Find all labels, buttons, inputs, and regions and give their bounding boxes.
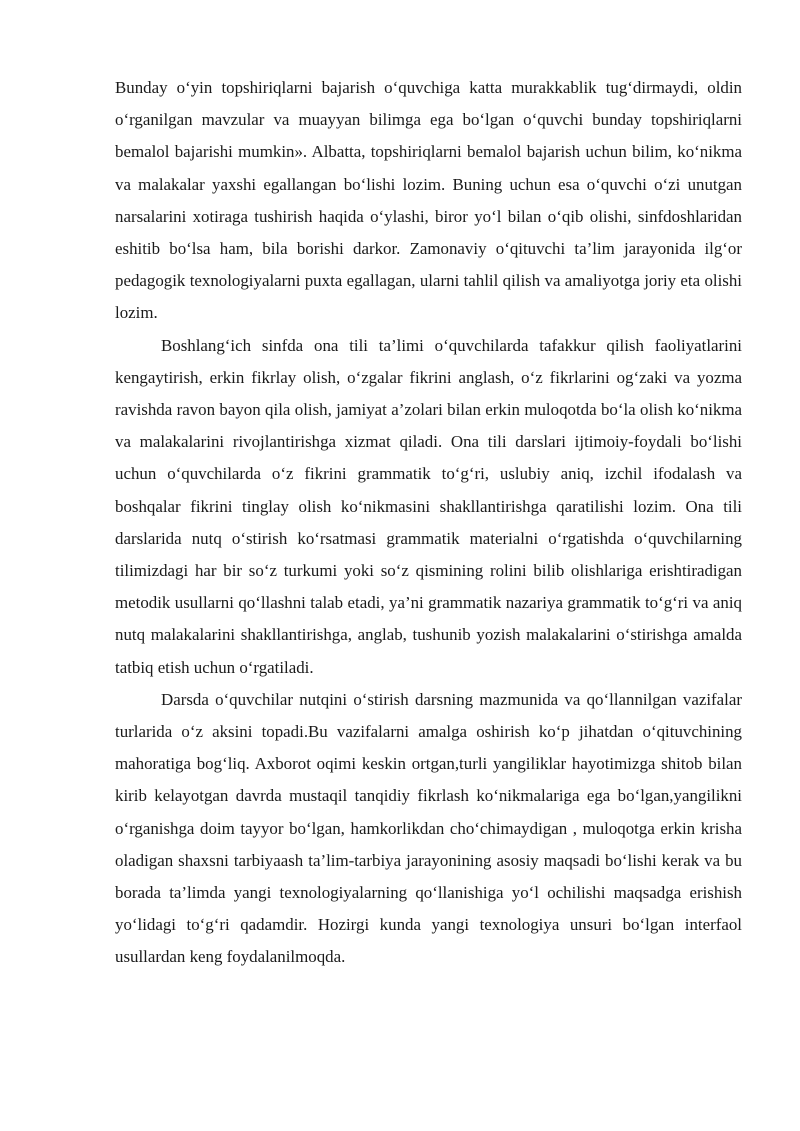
paragraph-2: Boshlang‘ich sinfda ona tili ta’limi o‘quvchilarda tafakkur qilish faoliyatlarini kengaytirish, erkin fikrlay olish, o‘zgalar fikrini anglash, o‘z fikrlarini og‘zaki va yozma ravishda ravon bayon qila olish, jamiyat a’zolari bilan erkin muloqotda bo‘la olish ko‘nikma va malakalarini rivojlantirishga xizmat qiladi. Ona tili darslari ijtimoiy-foydali bo‘lishi uchun o‘quvchilarda o‘z fikrini grammatik to‘g‘ri, uslubiy aniq, izchil ifodalash va boshqalar fikrini tinglay olish ko‘nikmasini shakllantirishga qaratilishi lozim. Ona tili darslarida nutq o‘stirish ko‘rsatmasi grammatik materialni o‘rgatishda o‘quvchilarning tilimizdagi har bir so‘z turkumi yoki so‘z qismining rolini bilib olishlariga erishtiradigan metodik usullarni qo‘llashni talab etadi, ya’ni grammatik nazariya grammatik to‘g‘ri va aniq nutq malakalarini shakllantirishga, anglab, tushunib yozish malakalarini o‘stirishga amalda tatbiq etish uchun o‘rgatiladi. (115, 335, 742, 677)
paragraph-3: Darsda o‘quvchilar nutqini o‘stirish darsning mazmunida va qo‘llannilgan vazifalar turlarida o‘z aksini topadi.Bu vazifalarni amalga oshirish ko‘p jihatdan o‘qituvchining mahoratiga bog‘liq. Axborot oqimi keskin ortgan,turli yangiliklar hayotimizga shitob bilan kirib kelayotgan davrda mustaqil tanqidiy fikrlash ko‘nikmalariga ega bo‘lgan,yangilikni o‘rganishga doim tayyor bo‘lgan, hamkorlikdan cho‘chimaydigan , muloqotga erkin krisha oladigan shaxsni tarbiyaash ta’lim-tarbiya jarayonining asosiy maqsadi bo‘lishi kerak va bu borada ta’limda yangi texnologiyalarning qo‘llanishiga yo‘l ochilishi maqsadga erishish yo‘lidagi to‘g‘ri qadamdir. Hozirgi kunda yangi texnologiya unsuri bo‘lgan interfaol usullardan keng foydalanilmoqda. (115, 689, 742, 967)
paragraph-1: Bunday o‘yin topshiriqlarni bajarish o‘quvchiga katta murakkablik tug‘dirmaydi, oldin o‘rganilgan mavzular va muayyan bilimga ega bo‘lgan o‘quvchi bunday topshiriqlarni bemalol bajarishi mumkin». Albatta, topshiriqlarni bemalol bajarish uchun bilim, ko‘nikma va malakalar yaxshi egallangan bo‘lishi lozim. Buning uchun esa o‘quvchi o‘zi unutgan narsalarini xotiraga tushirish haqida o‘ylashi, biror yo‘l bilan o‘qib olishi, sinfdoshlaridan eshitib bo‘lsa ham, bila borishi darkor. Zamonaviy o‘qituvchi ta’lim jarayonida ilg‘or pedagogik texnologiyalarni puxta egallagan, ularni tahlil qilish va amaliyotga joriy eta olishi lozim. (115, 78, 742, 323)
document-page (115, 72, 742, 974)
